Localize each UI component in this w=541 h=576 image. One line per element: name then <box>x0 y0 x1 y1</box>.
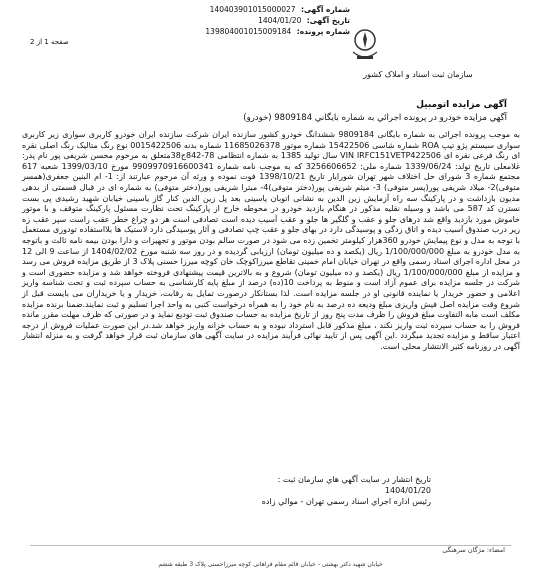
case-number-row <box>90 26 350 37</box>
sign-label: امضاء: مژگان سرهنگی <box>442 546 505 554</box>
ad-number-row <box>90 4 350 15</box>
publish-date: 1404/01/20 <box>384 486 431 495</box>
organization-logo <box>343 26 493 96</box>
notice-title: آگهی مزایده اتومبیل <box>416 100 507 110</box>
ad-date: 1404/01/20 <box>258 16 302 25</box>
divider <box>30 545 511 546</box>
notice-body: به موجب پرونده اجرائی به شماره بایگانی 9809184 ششدانگ خودرو کشور سازنده ایران شرکت سازنده ایران خودرو کاربری سواری زیر کاربری سواری سیستم پژو تیپ ROA شماره شاسی 15422506 شماره موتور 11685026378 شماره بدنه 0015422506 نوع رنگ متالیک رنگ اصلی نقره ای رنگ فرعی نقره ای VIN IRFC151VETP422506 سال تولید 1385 به شماره انتظامی 78-842ج38متعلق به مرحوم محسن شریفی پور نام پدر: غلامعلی تاریخ تولد: 1339/06/24 شماره ملی: 3256606652 که به موجب نامه شماره 9909970916600341 مورخ 1399/03/10 شعبه 617 مجتمع شماره 3 شورای حل اختلاف شهر تهران شورایار تاریخ 1398/10/21 فوت نموده و ورثه آن مرحوم عبارتند از: 1- ام البنین جعفری(همسر متوفی)2- میلاد شریفی پور(پسر متوفی) 3- میثم شریفی پور(دختر متوفی)4- میترا شریفی پور(دختر متوفی) به شماره ای در قبال قسمتی از بدهی مدیون بازداشت و در پارکینگ سه راه آزمایش زین الدین به نشانی اتوبان یاسینی بعد پل زین الدین کنار گاز یاسینی خیابان شهید رشیدی پی بست نسترن کد 587 می باشد و وسیله نقلیه مذکور در هنگام بازدید خودرو در محوطه خارج از پارکینگ تحت نظارت مسئول پارکینگ متوقف و با موتور خاموش مورد بازدید واقع شد درهای جلو و عقب و گلگیر ها جلو و عقب آسیب دیده است تصادفی است هر دو چراغ خطر عقب راست سپر عقب زه زیر درب صندوق آسیب دیده و اتاق زدگی و پوسیدگی دارد در بهای جلو و عقب چپ تصادفی و آثار پوسیدگی دارد لاستیک ها بلااستفاده تودوزی مستعمل با توجه به مدل و نوع پیمایش خودرو 360هزار کیلومتر تخمین زده می شود در صورت سالم بودن موتور و تجهیزات و دارا بودن بیمه نامه ثالث و باتوجه به مدل خودرو به مبلغ 1/100/000/000 ریال (یکصد و ده میلیون تومان) ارزیابی گردیده و در روز سه شنبه مورخ 1404/02/02 از ساعت 9 الی 12 در محل اداره اجرای اسناد رسمی واقع در تهران خیابان امام خمینی تقاطع میرزاکوچک خان کوچه میرزا حسنی پلاک 3 از طریق مزایده فروش می رسد و مزایده از مبلغ 1/100/000/000 ریال (یکصد و ده میلیون تومان) شروع و به بالاترین قیمت پیشنهادی فروخته خواهد شد و مزایده حضوری است و شرکت در جلسه مزایده برای عموم آزاد است و منوط به پرداخت 10(ده) درصد از مبلغ پایه کارشناسی به حساب سپرده ثبت و تحت شناسه واریز اعلامی و حضور خریدار یا نماینده قانونی او در جلسه مزایده است. لذا بستانکار درصورت تمایل به رقابت، خریدار و یا خریداران می بایست قبل از شروع وقت مزایده اصل فیش واریزی مبلغ ودیعه ده درصد به نام خود را به همراه درخواست کتبی به واحد اجرا تسلیم و ثبت نمایند.ضمنا برنده مزایده مکلف است مابه التفاوت مبلغ فروش را ظرف مدت پنج روز از تاریخ مزایده به حساب صندوق ثبت تودیع نماید و در صورتی که ظرف مهلت مقرر مانده فروش را به حساب سپرده ثبت واریز نکند ، مبلغ مذکور قابل استرداد نبوده و به حساب خزانه واریز خواهد شد.در این صورت عملیات فروش از درجه اعتبار ساقط و مزایده تجدید میگردد .این آگهی پس از تایید نهائی فرآیند مزایده در سایت آگهی های سازمان ثبت قرار خواهد گرفت و به منزله انتشار آگهی در روزنامه کثیر الانتشار محلی است. <box>22 130 521 351</box>
ad-date-label: تاریخ آگهی: <box>306 16 350 25</box>
signatory: رئيس اداره اجراي اسناد رسمي تهران - موالي زاده <box>261 497 431 506</box>
ad-number: 140403901015000027 <box>209 5 296 14</box>
organization-name: سازمان ثبت اسناد و املاک کشور <box>363 70 473 79</box>
office-address: خیابان شهید دکتر بهشتی - خیابان قائم مقام فراهانی کوچه میرزاحسنی پلاک 3 طبقه ششم <box>158 561 383 568</box>
notice-subtitle: آگهي مزايده خودرو در پرونده اجرائي به شماره بايگاني 9809184 (خودرو) <box>243 113 507 123</box>
ad-meta <box>90 4 350 37</box>
page-number: صفحه 1 از 2 <box>30 38 69 46</box>
publish-label: تاريخ انتشار در سايت آگهي هاي سازمان ثبت : <box>277 475 431 484</box>
ad-number-label: شماره آگهی: <box>300 5 350 14</box>
case-number: 139804001015009184 <box>205 27 292 36</box>
ad-date-row <box>90 15 350 26</box>
emblem-icon <box>345 26 385 64</box>
case-number-label: شماره پرونده: <box>296 27 350 36</box>
notice-footer <box>131 474 431 507</box>
